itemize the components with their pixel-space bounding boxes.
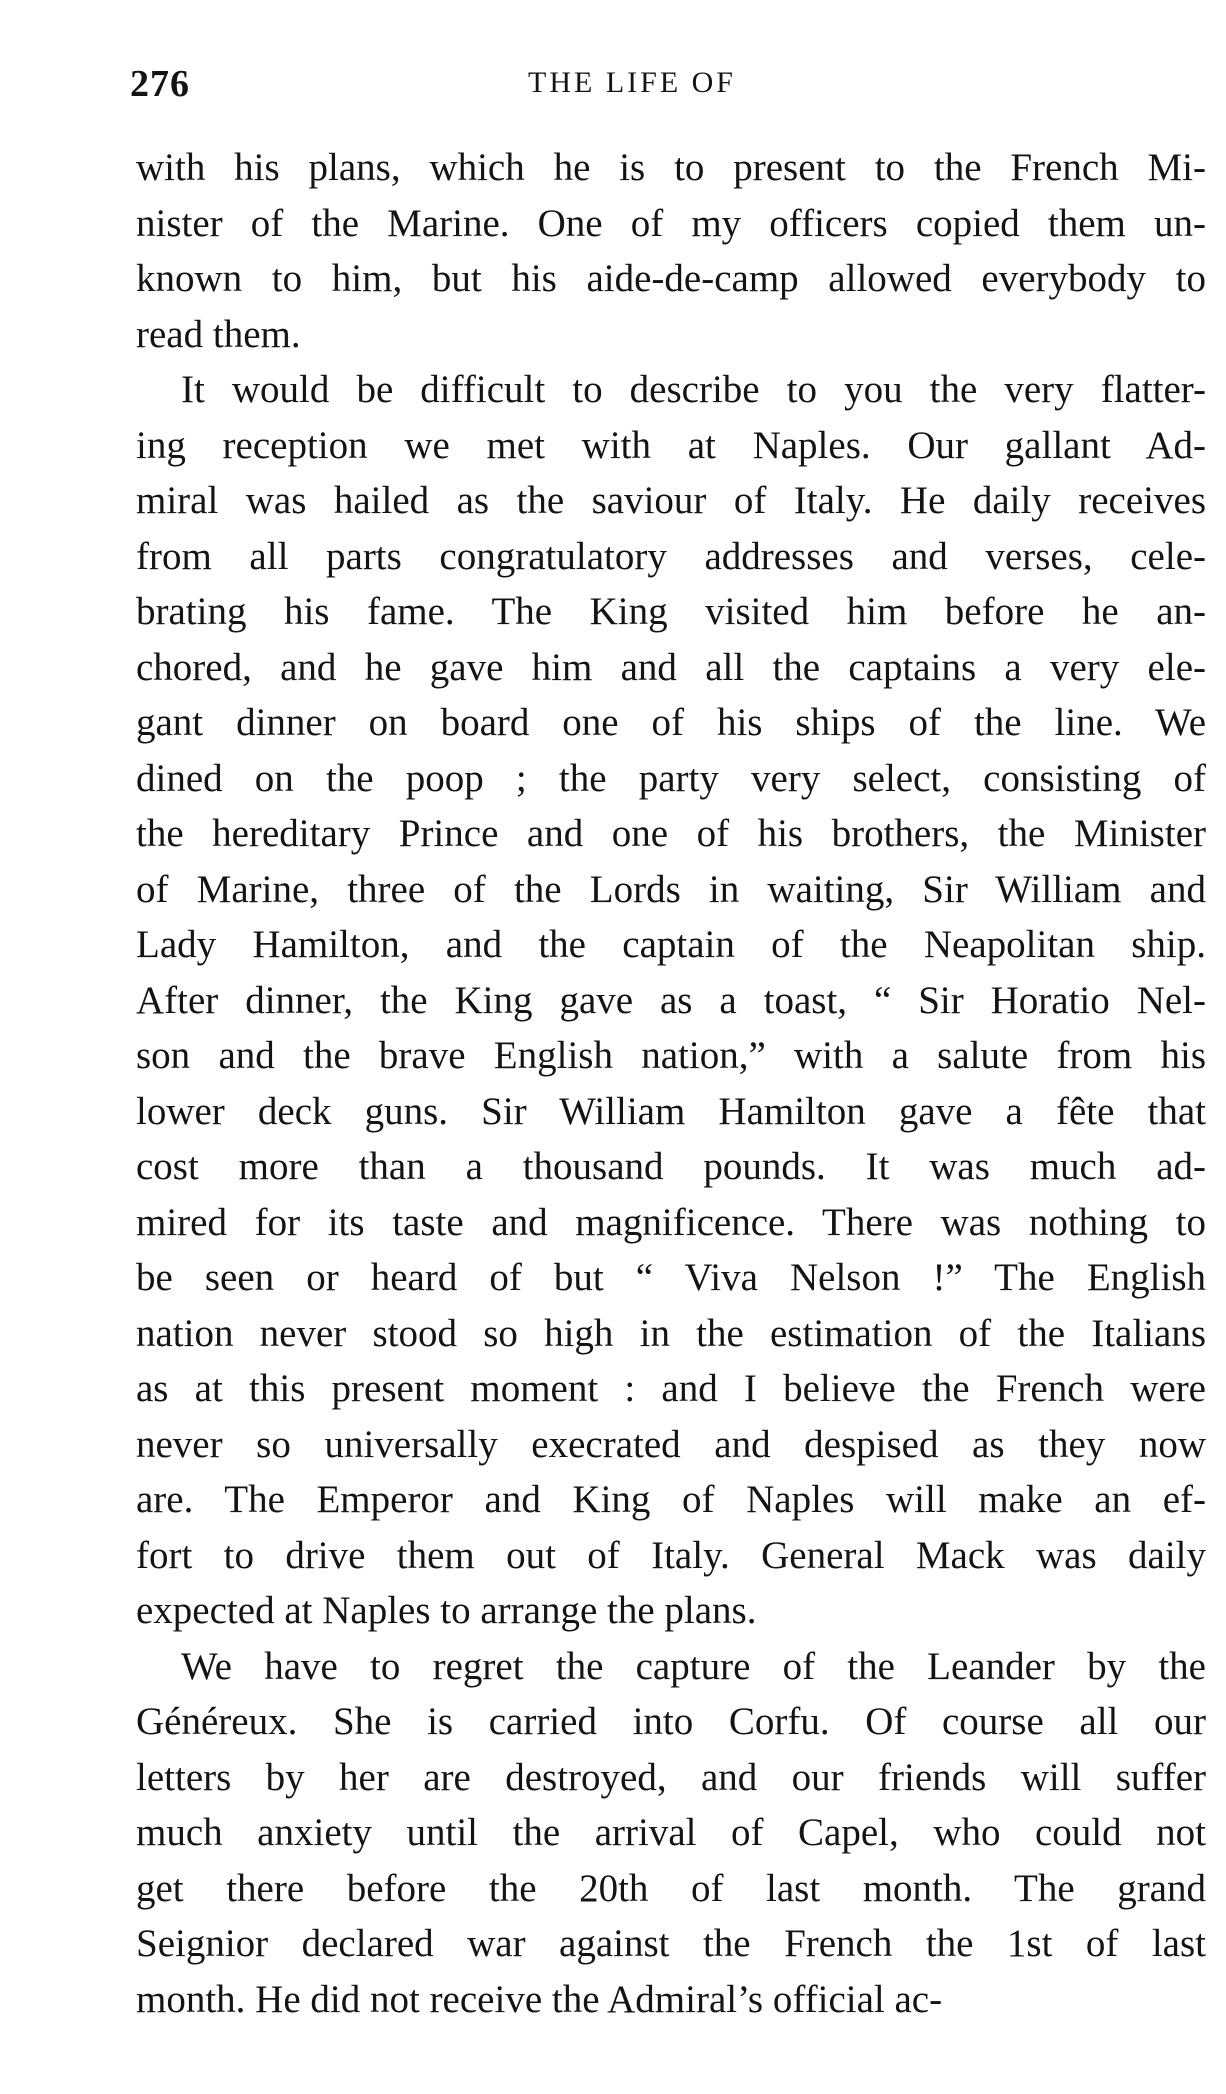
text-line: be seen or heard of but “ Viva Nelson !” The English xyxy=(136,1256,1206,1299)
text-line: It would be difficult to describe to you the very flatter- xyxy=(181,368,1206,411)
text-line: miral was hailed as the saviour of Italy. He daily receives xyxy=(136,479,1206,522)
text-line: Généreux. She is carried into Corfu. Of course all our xyxy=(136,1700,1206,1743)
text-line: month. He did not receive the Admiral’s official ac- xyxy=(136,1977,943,2021)
text-line: of Marine, three of the Lords in waiting, Sir William and xyxy=(136,867,1206,911)
text-line: nister of the Marine. One of my officers copied them un- xyxy=(136,201,1206,245)
text-line: son and the brave English nation,” with a salute from his xyxy=(136,1034,1206,1077)
text-line: read them. xyxy=(136,312,301,356)
text-line: After dinner, the King gave as a toast, “ Sir Horatio Nel- xyxy=(136,978,1206,1022)
text-line: lower deck guns. Sir William Hamilton gave a fête that xyxy=(136,1089,1206,1133)
paragraph xyxy=(136,140,1206,362)
text-line: get there before the 20th of last month. The grand xyxy=(136,1866,1206,1910)
text-line: dined on the poop ; the party very select, consisting of xyxy=(136,756,1206,800)
page-number: 276 xyxy=(130,63,190,105)
running-head xyxy=(130,62,1130,112)
text-line: much anxiety until the arrival of Capel, who could not xyxy=(136,1811,1206,1854)
text-line: chored, and he gave him and all the captains a very ele- xyxy=(136,645,1206,689)
text-line: mired for its taste and magnificence. There was nothing to xyxy=(136,1200,1206,1244)
text-line: never so universally execrated and despised as they now xyxy=(136,1422,1206,1466)
paragraph xyxy=(136,362,1206,1639)
text-line: ing reception we met with at Naples. Our gallant Ad- xyxy=(136,423,1206,467)
text-line: gant dinner on board one of his ships of the line. We xyxy=(136,701,1206,744)
body-text xyxy=(136,140,1206,2027)
paragraph xyxy=(136,1639,1206,2028)
text-line: letters by her are destroyed, and our friends will suffer xyxy=(136,1755,1206,1799)
text-line: nation never stood so high in the estimation of the Italians xyxy=(136,1311,1206,1355)
text-line: cost more than a thousand pounds. It was much ad- xyxy=(136,1145,1206,1188)
text-line: known to him, but his aide-de-camp allowed everybody to xyxy=(136,257,1206,300)
text-line: Lady Hamilton, and the captain of the Neapolitan ship. xyxy=(136,923,1206,966)
text-line: the hereditary Prince and one of his brothers, the Minister xyxy=(136,812,1206,855)
text-line: with his plans, which he is to present to the French Mi- xyxy=(136,146,1206,189)
text-line: We have to regret the capture of the Leander by the xyxy=(181,1644,1206,1688)
running-title: THE LIFE OF xyxy=(528,66,736,99)
text-line: Seignior declared war against the French the 1st of last xyxy=(136,1922,1206,1965)
text-line: fort to drive them out of Italy. General Mack was daily xyxy=(136,1533,1206,1577)
text-line: are. The Emperor and King of Naples will make an ef- xyxy=(136,1478,1206,1521)
text-line: expected at Naples to arrange the plans. xyxy=(136,1589,757,1632)
text-line: from all parts congratulatory addresses and verses, cele- xyxy=(136,534,1206,578)
text-line: as at this present moment : and I believe the French were xyxy=(136,1367,1206,1410)
text-line: brating his fame. The King visited him before he an- xyxy=(136,590,1206,633)
